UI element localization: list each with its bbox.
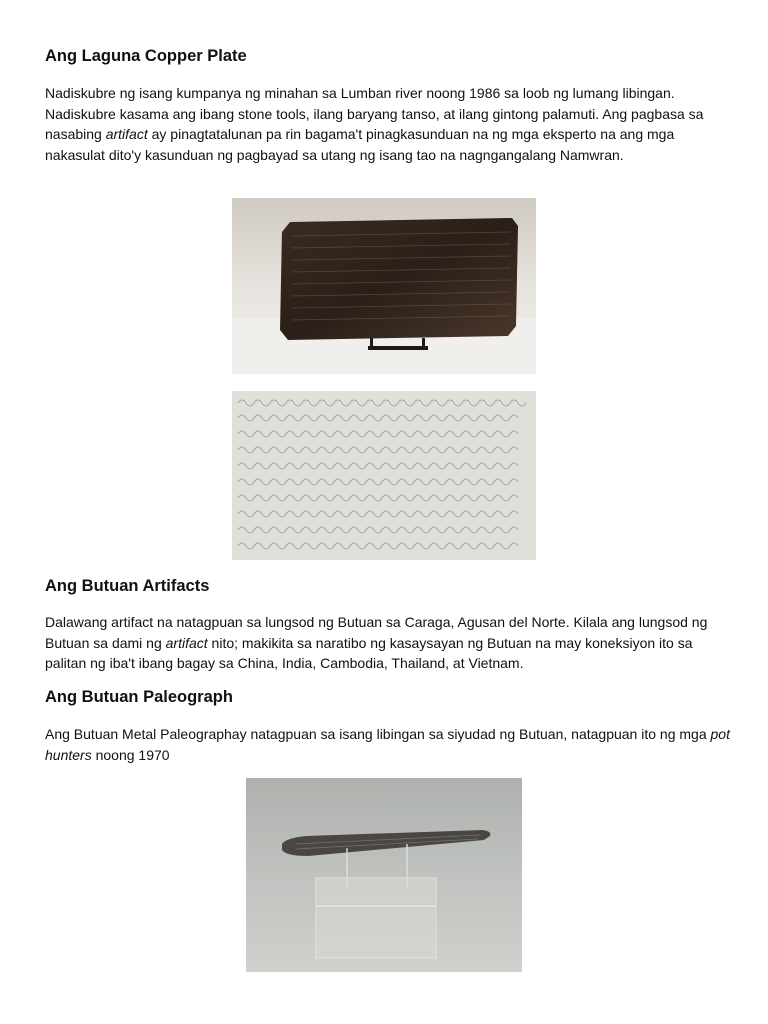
- laguna-inscription-transcription: [232, 391, 536, 560]
- section-heading-butuan-paleograph: Ang Butuan Paleograph: [45, 688, 233, 706]
- italic-term: pot hunters: [45, 726, 730, 763]
- paragraph-butuan-paleograph: [45, 724, 730, 765]
- paragraph-text: nito; makikita sa naratibo ng kasaysayan ng Butuan na may koneksiyon ito sa palitan ng iba't ibang bagay sa China, India, Cambodia, Thailand, at Vietnam.: [45, 634, 693, 671]
- section-heading-laguna: Ang Laguna Copper Plate: [45, 47, 247, 65]
- paragraph-text: noong 1970: [91, 746, 170, 763]
- section-heading-butuan-artifacts: Ang Butuan Artifacts: [45, 577, 210, 595]
- italic-term: artifact: [105, 126, 148, 142]
- butuan-paleograph-photo: [246, 778, 522, 972]
- paragraph-butuan-artifacts: [45, 612, 730, 674]
- laguna-copper-plate-photo: [232, 198, 536, 374]
- paragraph-text: Nadiskubre ng isang kumpanya ng minahan sa Lumban river noong 1986 sa loob ng lumang libingan. Nadiskubre kasama ang ibang stone tools, ilang baryang tanso, at ilang gintong palamuti. Ang pagbasa sa nasabing: [45, 85, 704, 142]
- paragraph-laguna: [45, 83, 730, 165]
- paragraph-text: Ang Butuan Metal Paleographay natagpuan sa isang libingan sa siyudad ng Butuan, natagpuan ito ng mga: [45, 726, 711, 742]
- italic-term: artifact: [165, 634, 208, 651]
- paragraph-text: ay pinagtatalunan pa rin bagama't pinagkasunduan na ng mga eksperto na ang mga nakasulat dito'y kasunduan ng pagbayad sa utang ng isang tao na nagngangalang Namwran.: [45, 126, 675, 163]
- paragraph-text: Dalawang artifact na natagpuan sa lungsod ng Butuan sa Caraga, Agusan del Norte. Kilala ang lungsod ng Butuan sa dami ng: [45, 614, 708, 651]
